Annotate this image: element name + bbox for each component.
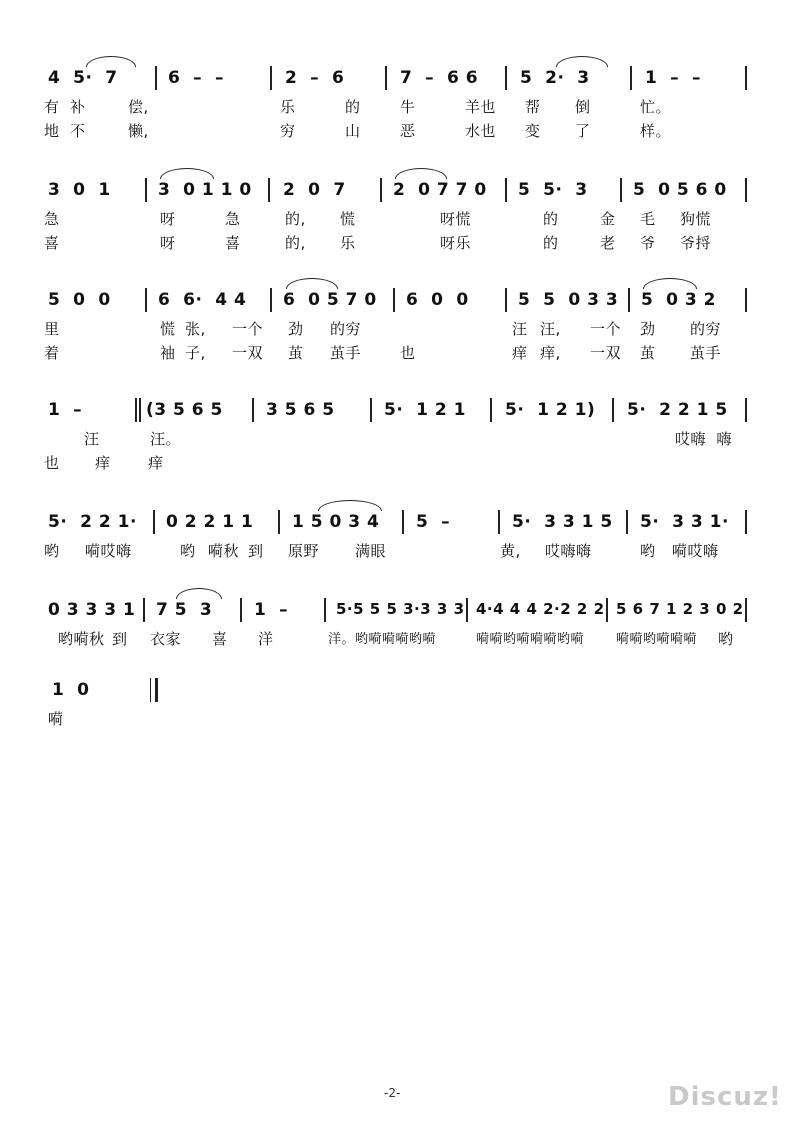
barline — [505, 178, 507, 202]
barline — [606, 598, 608, 622]
lyric: 了 — [575, 122, 591, 140]
barline — [278, 510, 280, 534]
lyric: 一个 — [232, 320, 264, 338]
lyric: 黄, — [500, 542, 521, 560]
lyric: 呀 — [160, 234, 176, 252]
barline — [402, 510, 404, 534]
lyric: 呀慌 — [440, 210, 472, 228]
lyric: 哎嗨 嗨 — [675, 430, 733, 448]
lyric: 羊也 — [465, 98, 497, 116]
lyric: 乐 — [340, 234, 356, 252]
lyric: 的穷 — [690, 320, 722, 338]
lyric: 喜 — [212, 630, 228, 648]
barline — [745, 398, 747, 422]
lyric: 劲 — [288, 320, 304, 338]
barline — [745, 288, 747, 312]
barline — [145, 288, 147, 312]
lyric: 着 — [44, 344, 60, 362]
lyric: 慌 — [340, 210, 356, 228]
barline — [745, 510, 747, 534]
measure: 0 3 3 3 1 — [48, 600, 136, 620]
lyric: 的, — [285, 234, 306, 252]
lyric: 呀 — [160, 210, 176, 228]
slur-mark — [318, 500, 382, 511]
notation-line — [0, 678, 793, 702]
measure: 1 5 0 3 4 — [292, 512, 380, 532]
barline — [252, 398, 254, 422]
lyric: 哟 — [718, 630, 734, 648]
lyric: 哟嗬秋 — [58, 630, 105, 648]
lyric: 地 不 — [44, 122, 86, 140]
lyric: 茧 — [640, 344, 656, 362]
measure: (3 5 6 5 — [146, 400, 223, 420]
lyric: 衣家 — [150, 630, 182, 648]
slur-mark — [286, 278, 338, 289]
measure: 5 0 0 — [48, 290, 111, 310]
lyric: 喜 — [44, 234, 60, 252]
barline — [143, 598, 145, 622]
measure: 5 0 5 6 0 — [633, 180, 727, 200]
barline — [498, 510, 500, 534]
barline — [466, 598, 468, 622]
lyric: 的, — [285, 210, 306, 228]
lyric: 洋。哟嗬嗬嗬哟嗬 — [328, 632, 437, 647]
lyric: 一双 — [590, 344, 622, 362]
barline — [270, 66, 272, 90]
measure: 5· 1 2 1 — [384, 400, 466, 420]
lyric: 山 — [345, 122, 361, 140]
slur-mark — [86, 56, 136, 67]
lyric: 嗬嗬哟嗬嗬嗬 — [616, 632, 698, 647]
lyric: 的 — [543, 210, 559, 228]
measure: 3 0 1 1 0 — [158, 180, 252, 200]
lyric: 呀乐 — [440, 234, 472, 252]
measure: 4·4 4 4 2·2 2 2 — [476, 600, 605, 618]
lyric: 子, — [185, 344, 206, 362]
measure: 5· 3 3 1· — [640, 512, 729, 532]
lyric: 嗬嗬哟嗬嗬嗬哟嗬 — [476, 632, 585, 647]
notation-line — [0, 598, 793, 622]
barline — [385, 66, 387, 90]
barline — [370, 398, 372, 422]
lyric: 原野 — [288, 542, 320, 560]
barline — [268, 178, 270, 202]
barline — [745, 598, 747, 622]
lyric: 狗慌 — [680, 210, 712, 228]
lyric: 茧 — [288, 344, 304, 362]
lyric: 到 — [112, 630, 128, 648]
final-barline — [150, 678, 155, 702]
lyric: 倒 — [575, 98, 591, 116]
measure: 5· 1 2 1) — [505, 400, 596, 420]
barline — [745, 66, 747, 90]
measure: 3 5 6 5 — [266, 400, 335, 420]
lyric: 急 — [225, 210, 241, 228]
measure: 6 0 5 7 0 — [283, 290, 377, 310]
lyric: 痒 — [148, 454, 164, 472]
lyric: 懒, — [128, 122, 149, 140]
lyric: 慌 — [160, 320, 176, 338]
lyric: 恶 — [400, 122, 416, 140]
lyric: 偿, — [128, 98, 149, 116]
slur-mark — [556, 56, 608, 67]
lyric: 的 — [543, 234, 559, 252]
notation-line — [0, 288, 793, 312]
barline — [490, 398, 492, 422]
lyric: 痒 — [512, 344, 528, 362]
lyric: 样。 — [640, 122, 672, 140]
lyric: 有 补 — [44, 98, 86, 116]
lyric: 嗬秋 — [208, 542, 240, 560]
measure: 4 5· 7 — [48, 68, 118, 88]
lyric: 汪 — [512, 320, 528, 338]
lyric: 汪 — [84, 430, 100, 448]
barline — [153, 510, 155, 534]
lyric: 的穷 — [330, 320, 362, 338]
lyric: 爷 — [640, 234, 656, 252]
barline — [620, 178, 622, 202]
lyric: 金 — [600, 210, 616, 228]
lyric: 汪, — [540, 320, 561, 338]
notation-line — [0, 66, 793, 90]
measure: 3 0 1 — [48, 180, 111, 200]
lyric: 的 — [345, 98, 361, 116]
measure: 5· 2 2 1 5 — [627, 400, 728, 420]
lyric: 嗬 — [48, 710, 64, 728]
lyric: 哎嗨嗨 — [545, 542, 592, 560]
lyric: 到 — [248, 542, 264, 560]
lyric: 茧手 — [690, 344, 722, 362]
barline — [270, 288, 272, 312]
measure: 5 0 3 2 — [641, 290, 716, 310]
lyric: 满眼 — [355, 542, 387, 560]
lyric: 一个 — [590, 320, 622, 338]
measure: 5 2· 3 — [520, 68, 590, 88]
measure: 6 6· 4 4 — [158, 290, 247, 310]
slur-mark — [160, 168, 214, 179]
barline — [626, 510, 628, 534]
measure: 5· 2 2 1· — [48, 512, 137, 532]
notation-line — [0, 398, 793, 422]
repeat-barline — [139, 398, 141, 422]
page-number: -2- — [384, 1086, 401, 1100]
repeat-barline — [135, 398, 137, 422]
lyric: 也 — [400, 344, 416, 362]
notation-line — [0, 178, 793, 202]
measure: 5 5· 3 — [518, 180, 588, 200]
lyric: 穷 — [280, 122, 296, 140]
barline — [380, 178, 382, 202]
lyric: 一双 — [232, 344, 264, 362]
notation-line — [0, 510, 793, 534]
measure: 7 5 3 — [156, 600, 213, 620]
measure: 6 – – — [168, 68, 225, 88]
lyric: 劲 — [640, 320, 656, 338]
lyric: 水也 — [465, 122, 497, 140]
lyric: 帮 — [525, 98, 541, 116]
lyric: 毛 — [640, 210, 656, 228]
barline — [628, 288, 630, 312]
lyric: 喜 — [225, 234, 241, 252]
lyric: 哟 — [180, 542, 196, 560]
barline — [393, 288, 395, 312]
lyric: 嗬哎嗨 — [672, 542, 719, 560]
measure: 1 – – — [645, 68, 702, 88]
measure: 1 – — [254, 600, 289, 620]
lyric: 汪。 — [150, 430, 182, 448]
lyric: 爷捋 — [680, 234, 712, 252]
measure: 2 – 6 — [285, 68, 345, 88]
lyric: 洋 — [258, 630, 274, 648]
lyric: 嗬哎嗨 — [85, 542, 132, 560]
lyric: 袖 — [160, 344, 176, 362]
lyric: 茧手 — [330, 344, 362, 362]
barline — [324, 598, 326, 622]
lyric: 忙。 — [640, 98, 672, 116]
lyric: 也 — [44, 454, 60, 472]
barline — [505, 288, 507, 312]
slur-mark — [395, 168, 447, 179]
lyric: 痒, — [540, 344, 561, 362]
measure: 1 0 — [52, 680, 90, 700]
lyric: 哟 — [44, 542, 60, 560]
lyric: 哟 — [640, 542, 656, 560]
barline — [745, 178, 747, 202]
lyric: 急 — [44, 210, 60, 228]
measure: 6 0 0 — [406, 290, 469, 310]
lyric: 里 — [44, 320, 60, 338]
measure: 5 – — [416, 512, 451, 532]
measure: 5 5 0 3 3 — [518, 290, 619, 310]
barline — [612, 398, 614, 422]
measure: 0 2 2 1 1 — [166, 512, 254, 532]
barline — [145, 178, 147, 202]
barline — [155, 66, 157, 90]
measure: 7 – 6 6 — [400, 68, 479, 88]
measure: 5 6 7 1 2 3 0 2 — [616, 600, 744, 618]
lyric: 张, — [185, 320, 206, 338]
measure: 5·5 5 5 3·3 3 3 — [336, 600, 465, 618]
measure: 2 0 7 7 0 — [393, 180, 487, 200]
measure: 2 0 7 — [283, 180, 346, 200]
lyric: 乐 — [280, 98, 296, 116]
barline — [240, 598, 242, 622]
lyric: 变 — [525, 122, 541, 140]
barline — [505, 66, 507, 90]
slur-mark — [176, 588, 222, 599]
measure: 5· 3 3 1 5 — [512, 512, 613, 532]
slur-mark — [643, 278, 697, 289]
measure: 1 – — [48, 400, 83, 420]
lyric: 老 — [600, 234, 616, 252]
barline — [630, 66, 632, 90]
lyric: 痒 — [95, 454, 111, 472]
watermark-logo: Discuz! — [668, 1082, 782, 1112]
lyric: 牛 — [400, 98, 416, 116]
